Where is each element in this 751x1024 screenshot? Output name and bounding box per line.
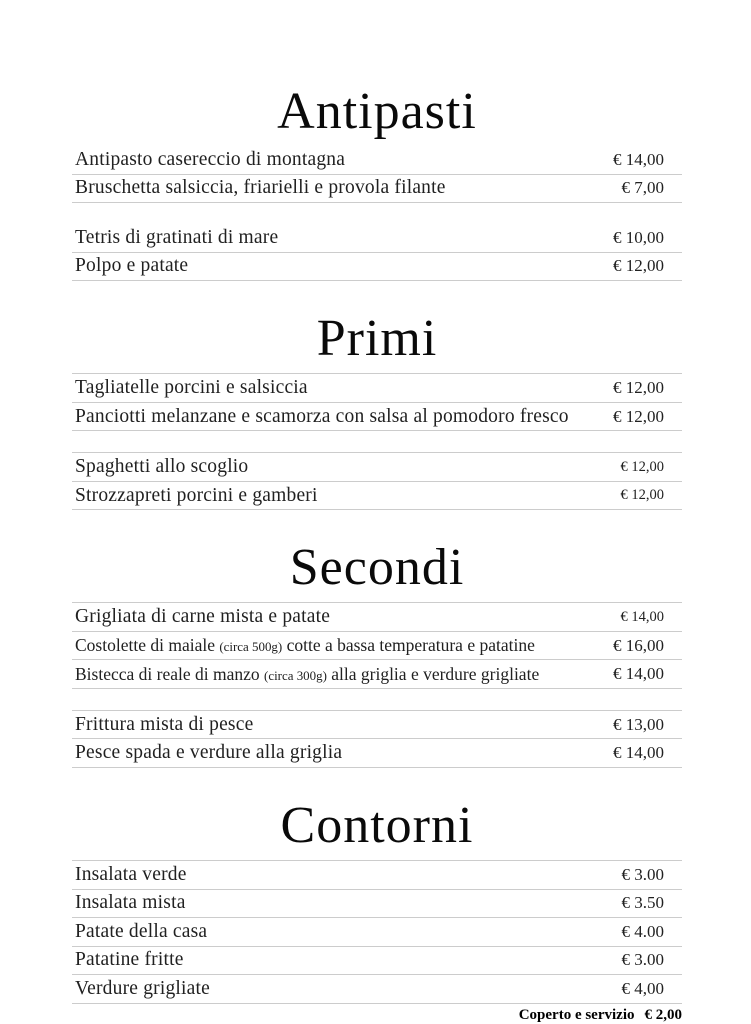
item-name-text: Frittura mista di pesce — [75, 713, 254, 735]
item-group — [72, 146, 682, 203]
item-group — [72, 860, 682, 1004]
section-groups — [72, 373, 682, 510]
item-price: € 10,00 — [613, 227, 664, 247]
item-name — [75, 149, 345, 171]
item-name-text: Pesce spada e verdure alla griglia — [75, 742, 343, 764]
item-name-text: Patate della casa — [75, 920, 208, 942]
item-name-text: Panciotti melanzane e scamorza con salsa al pomodoro fresco — [75, 405, 569, 427]
item-name-note: (circa 300g) — [264, 667, 327, 683]
menu-item-row — [72, 947, 682, 976]
item-name — [75, 456, 248, 478]
item-name-text: Strozzapreti porcini e gamberi — [75, 484, 318, 506]
menu-item-row — [72, 403, 682, 432]
item-name-text: Insalata verde — [75, 863, 187, 885]
item-name — [75, 864, 187, 886]
item-price: € 12,00 — [613, 256, 664, 276]
item-name-text: Patatine fritte — [75, 949, 184, 971]
section-title: Secondi — [289, 539, 465, 597]
item-name — [75, 921, 207, 943]
section-groups — [72, 146, 682, 281]
menu-footer — [72, 1004, 682, 1024]
item-name — [75, 377, 308, 399]
item-name-text: Insalata mista — [75, 892, 186, 914]
section-title: Contorni — [280, 796, 474, 854]
item-group — [72, 602, 682, 689]
menu-item-row — [72, 224, 682, 253]
item-name — [75, 742, 342, 764]
item-name — [75, 714, 253, 736]
item-name — [75, 892, 186, 914]
menu-section — [72, 84, 682, 281]
item-name-text: Verdure grigliate — [75, 977, 210, 999]
item-price: € 16,00 — [613, 635, 664, 655]
item-name — [75, 635, 535, 656]
item-name-text: Costolette di maiale — [75, 635, 220, 656]
item-name-text: Antipasto casereccio di montagna — [75, 148, 346, 170]
item-price: € 12,00 — [613, 406, 664, 426]
item-name-text: Polpo e patate — [75, 255, 189, 277]
item-name-text: Bistecca di reale di manzo — [75, 663, 265, 684]
section-groups — [72, 860, 682, 1004]
item-price: € 4,00 — [621, 978, 664, 998]
menu-item-row — [72, 739, 682, 768]
item-price: € 12,00 — [620, 487, 664, 504]
item-price: € 14,00 — [620, 608, 664, 625]
item-price: € 13,00 — [613, 714, 664, 734]
menu-item-row — [72, 603, 682, 632]
item-name — [75, 664, 539, 685]
item-name-text: Bruschetta salsiccia, friarielli e provola filante — [75, 177, 446, 199]
menu-item-row — [72, 374, 682, 403]
item-group — [72, 224, 682, 281]
item-name-text: cotte a bassa temperatura e patatine — [282, 635, 535, 656]
item-name — [75, 177, 446, 199]
menu-item-row — [72, 918, 682, 947]
item-group — [72, 452, 682, 510]
item-group — [72, 373, 682, 431]
menu-section — [72, 311, 682, 510]
menu-sections — [72, 84, 682, 1004]
menu-item-row — [72, 975, 682, 1004]
menu-item-row — [72, 861, 682, 890]
menu-item-row — [72, 253, 682, 282]
menu-item-row — [72, 632, 682, 661]
menu-section — [72, 798, 682, 1004]
menu-item-row — [72, 660, 682, 689]
item-price: € 3.00 — [621, 864, 664, 884]
item-price: € 3.50 — [621, 893, 664, 913]
item-name-text: alla griglia e verdure grigliate — [326, 663, 540, 684]
item-name — [75, 485, 318, 507]
menu-item-row — [72, 711, 682, 740]
item-price: € 12,00 — [613, 378, 664, 398]
item-name-text: Tagliatelle porcini e salsiccia — [75, 377, 308, 399]
menu-item-row — [72, 146, 682, 175]
item-name-text: Grigliata di carne mista e patate — [75, 606, 331, 628]
item-name — [75, 949, 184, 971]
item-name — [75, 227, 278, 249]
menu-item-row — [72, 175, 682, 204]
footer-price: € 2,00 — [644, 1006, 682, 1023]
section-title: Antipasti — [277, 83, 477, 140]
item-price: € 12,00 — [620, 458, 664, 475]
item-name-text: Tetris di gratinati di mare — [75, 226, 279, 248]
item-group — [72, 710, 682, 768]
item-name-note: (circa 500g) — [219, 639, 283, 655]
item-name — [75, 406, 569, 428]
item-price: € 3.00 — [621, 950, 664, 970]
item-name-text: Spaghetti allo scoglio — [75, 456, 249, 478]
menu-section — [72, 540, 682, 768]
item-price: € 14,00 — [613, 149, 664, 169]
menu-item-row — [72, 890, 682, 919]
menu-item-row — [72, 453, 682, 482]
menu-item-row — [72, 482, 682, 511]
item-name — [75, 606, 330, 628]
section-title: Primi — [316, 310, 438, 368]
item-price: € 7,00 — [621, 178, 664, 198]
item-name — [75, 978, 210, 1000]
footer-label: Coperto e servizio — [518, 1006, 635, 1023]
item-price: € 4.00 — [621, 921, 664, 941]
item-name — [75, 255, 188, 277]
item-price: € 14,00 — [613, 743, 664, 763]
section-groups — [72, 602, 682, 768]
item-price: € 14,00 — [613, 664, 664, 684]
